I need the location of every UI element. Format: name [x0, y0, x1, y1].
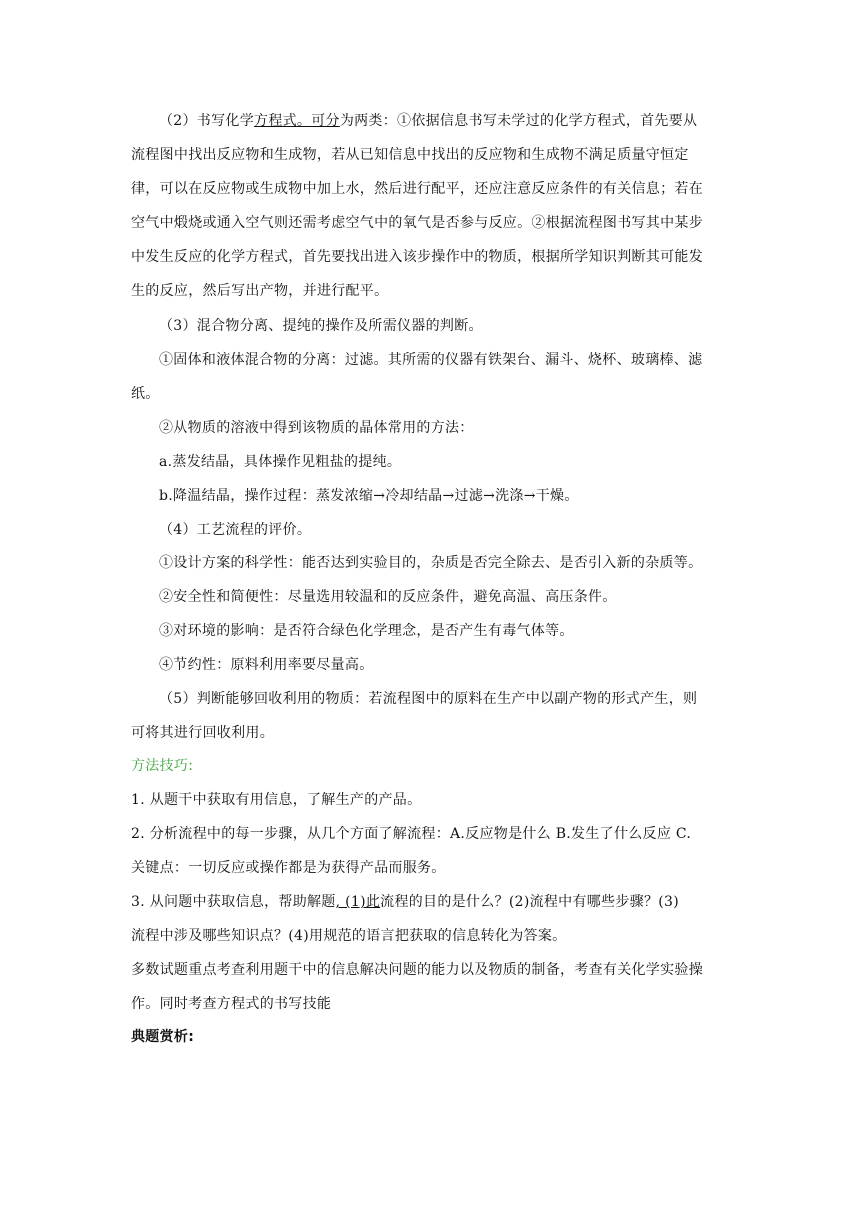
- method-tip-2-line1: 2. 分析流程中的每一步骤，从几个方面了解流程：A.反应物是什么 B.发生了什么反应 C.: [131, 826, 692, 842]
- section2-line4: 空气中煅烧或通入空气则还需考虑空气中的氧气是否参与反应。②根据流程图书写其中某步: [131, 215, 703, 231]
- method-tip-1: 1. 从题干中获取有用信息，了解生产的产品。: [131, 792, 422, 808]
- section3-heading: （3）混合物分离、提纯的操作及所需仪器的判断。: [159, 318, 483, 334]
- section4-item2: ②安全性和简便性：尽量选用较温和的反应条件，避免高温、高压条件。: [159, 589, 617, 605]
- section2-line6: 生的反应，然后写出产物，并进行配平。: [131, 283, 389, 299]
- section5-line1: （5）判断能够回收利用的物质：若流程图中的原料在生产中以副产物的形式产生，则: [159, 691, 698, 707]
- section3-item1-line2: 纸。: [131, 386, 160, 402]
- tip3-text: 流程的目的是什么？(2)流程中有哪些步骤？(3): [380, 894, 680, 910]
- examples-heading: 典题赏析:: [131, 1029, 195, 1045]
- section5-line2: 可将其进行回收利用。: [131, 725, 274, 741]
- section3-item2: ②从物质的溶液中得到该物质的晶体常用的方法：: [159, 420, 474, 436]
- section4-item4: ④节约性：原料利用率要尽量高。: [159, 657, 374, 673]
- section2-line5: 中发生反应的化学方程式，首先要找出进入该步操作中的物质，根据所学知识判断其可能发: [131, 249, 703, 265]
- section4-item3: ③对环境的影响：是否符合绿色化学理念，是否产生有毒气体等。: [159, 623, 574, 639]
- summary-line1: 多数试题重点考查利用题干中的信息解决问题的能力以及物质的制备，考查有关化学实验操: [131, 962, 703, 978]
- underlined-text: , (1)此: [335, 894, 381, 910]
- section3-item2a: a.蒸发结晶，具体操作见粗盐的提纯。: [159, 454, 402, 470]
- section4-heading: （4）工艺流程的评价。: [159, 522, 312, 538]
- section2-text: 为两类：①依据信息书写未学过的化学方程式，首先要从: [339, 113, 698, 129]
- methods-heading: 方法技巧:: [131, 758, 194, 774]
- section3-item1-line1: ①固体和液体混合物的分离：过滤。其所需的仪器有铁架台、漏斗、烧杯、玻璃棒、滤: [159, 352, 703, 368]
- tip3-text: 3. 从问题中获取信息，帮助解题: [131, 894, 336, 910]
- section2-line1: [159, 111, 731, 131]
- method-tip-3-line2: 流程中涉及哪些知识点？(4)用规范的语言把获取的信息转化为答案。: [131, 928, 567, 944]
- section2-line2: 流程图中找出反应物和生成物，若从已知信息中找出的反应物和生成物不满足质量守恒定: [131, 147, 689, 163]
- method-tip-3-line1: [131, 892, 731, 912]
- section4-item1: ①设计方案的科学性：能否达到实验目的，杂质是否完全除去、是否引入新的杂质等。: [159, 555, 703, 571]
- section2-line3: 律，可以在反应物或生成物中加上水，然后进行配平，还应注意反应条件的有关信息；若在: [131, 181, 703, 197]
- summary-line2: 作。同时考查方程式的书写技能: [131, 996, 332, 1012]
- underlined-text: 方程式。可分: [254, 113, 340, 129]
- method-tip-2-line2: 关键点：一切反应或操作都是为获得产品而服务。: [131, 860, 446, 876]
- section3-item2b: b.降温结晶，操作过程：蒸发浓缩→冷却结晶→过滤→洗涤→干燥。: [159, 488, 579, 504]
- section2-text: （2）书写化学: [159, 113, 255, 129]
